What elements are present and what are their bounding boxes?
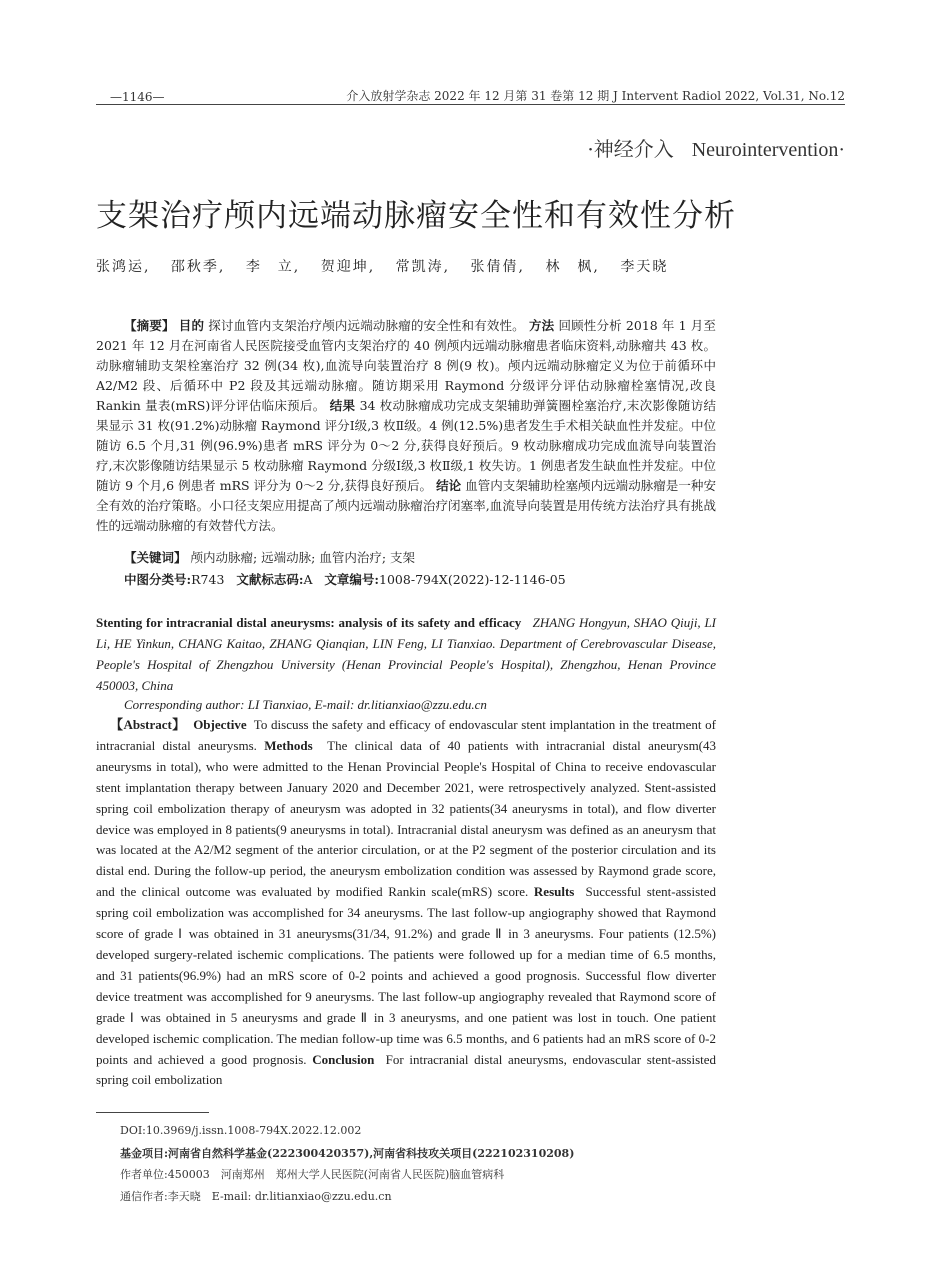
clc-value: R743 xyxy=(191,572,225,587)
footnote-affiliation: 作者单位:450003 河南郑州 郑州大学人民医院(河南省人民医院)脑血管病科 xyxy=(120,1168,505,1181)
objective-text-en: To discuss the safety and efficacy of endovascular stent implantation in the treatment of intracranial distal aneurysms. xyxy=(96,717,717,753)
english-abstract xyxy=(96,715,716,1091)
article-no-label: 文章编号: xyxy=(324,572,380,587)
conclusion-label: 结论 xyxy=(436,478,462,493)
chinese-abstract xyxy=(96,316,716,536)
keywords xyxy=(124,548,415,566)
methods-label: 方法 xyxy=(529,318,555,333)
section-label-en: Neurointervention· xyxy=(691,139,845,161)
page-number: —1146— xyxy=(110,90,165,104)
author: 张鸿运, xyxy=(96,259,151,275)
methods-text-en: The clinical data of 40 patients with intracranial distal aneurysm(43 aneurysms in total), who were admitted to the Henan Provincial People's Hospital of China to receive endovascular stent implantation therapy between January 2020 and December 2021, were retrospectively analyzed. Stent-assisted spring coil embolization therapy of aneurysm was adopted in 32 patients(34 aneurysms in total), and flow diverter device was employed in 8 patients(9 aneurysms in total). Intracranial distal aneurysm was defined as an aneurysm that was located at the A2/M2 segment of the anterior circulation, or at the P2 segment of the posterior circulation and its distal end. During the follow-up period, the aneurysm embolization condition was assessed by Raymond grade score, and the clinical outcome was evaluated by modified Rankin scale(mRS) score. xyxy=(96,737,717,900)
author: 林 枫, xyxy=(545,259,600,275)
results-text-en: Successful stent-assisted spring coil embolization was accomplished for 34 aneurysms. The last follow-up angiography showed that Raymond score of grade Ⅰ was obtained in 31 aneurysms(31/34, 91.2%) and grade Ⅱ in 3 aneurysms. Four patients (12.5%) developed surgery-related ischemic complications. The patients were followed up for a median time of 6.5 months, and 31 patients(96.9%) had an mRS score of 0-2 points and achieved a good prognosis. Successful flow diverter device treatment was accomplished for 9 aneurysms. The last follow-up angiography revealed that Raymond score of grade Ⅰ was obtained in 5 aneurysms and grade Ⅱ in 3 aneurysms, and one patient was lost in touch. One patient developed ischemic complication. The median follow-up time was 6.5 months, and 6 patients had an mRS score of 0-2 points and achieved a good prognosis. xyxy=(96,884,717,1067)
author: 邵秋季, xyxy=(170,259,226,275)
header-rule xyxy=(96,104,845,105)
classification xyxy=(124,570,566,588)
results-label: 结果 xyxy=(329,398,356,413)
doc-code-value: A xyxy=(303,572,313,587)
abstract-label: 【摘要】 xyxy=(124,318,175,333)
article-title: 支架治疗颅内远端动脉瘤安全性和有效性分析 xyxy=(96,198,736,234)
methods-label-en: Methods xyxy=(264,737,313,753)
footnote-doi: DOI:10.3969/j.issn.1008-794X.2022.12.002 xyxy=(120,1124,362,1137)
conclusion-label-en: Conclusion xyxy=(312,1051,375,1067)
author: 李天晓 xyxy=(620,259,669,275)
abstract-label-en: 【Abstract】 xyxy=(110,717,186,732)
conclusion-text-en: For intracranial distal aneurysms, endovascular stent-assisted spring coil embolization xyxy=(96,1051,717,1088)
footnote-fund: 基金项目:河南省自然科学基金(222300420357),河南省科技攻关项目(222102310208) xyxy=(120,1147,575,1160)
keywords-text: 颅内动脉瘤; 远端动脉; 血管内治疗; 支架 xyxy=(190,550,416,565)
author: 常凯涛, xyxy=(395,259,451,275)
clc-label: 中图分类号: xyxy=(124,572,192,587)
footnote-corresponding: 通信作者:李天晓 E-mail: dr.litianxiao@zzu.edu.cn xyxy=(120,1190,392,1203)
doc-code-label: 文献标志码: xyxy=(236,572,304,587)
footnote-rule xyxy=(96,1112,209,1113)
section-label xyxy=(587,133,845,162)
author: 李 立, xyxy=(245,259,301,275)
journal-header: 介入放射学杂志 2022 年 12 月第 31 卷第 12 期 J Intervent Radiol 2022, Vol.31, No.12 xyxy=(346,89,845,103)
english-authors-affiliation: ZHANG Hongyun, SHAO Qiuji, LI Li, HE Yinkun, CHANG Kaitao, ZHANG Qianqian, LIN Feng, LI Tianxiao. Department of Cerebrovascular Disease, People's Hospital of Zhengzhou University (Henan Provincial People's Hospital), Zhengzhou, Henan Province 450003, China xyxy=(96,615,717,693)
results-text: 34 枚动脉瘤成功完成支架辅助弹簧圈栓塞治疗,末次影像随访结果显示 31 枚(91.2%)动脉瘤 Raymond 评分Ⅰ级,3 枚Ⅱ级。4 例(12.5%)患者发生手术相关缺血性并发症。中位随访 6.5 个月,31 例(96.9%)患者 mRS 评分为 0～2 分,获得良好预后。9 枚动脉瘤成功完成血流导向装置治疗,末次影像随访结果显示 5 枚动脉瘤 Raymond 分级Ⅰ级,3 枚Ⅱ级,1 枚失访。1 例患者发生缺血性并发症。中位随访 9 个月,6 例患者 mRS 评分为 0～2 分,获得良好预后。 xyxy=(96,398,716,493)
objective-label: 目的 xyxy=(178,318,205,333)
section-label-cn: ·神经介入 xyxy=(587,137,674,161)
conclusion-text: 血管内支架辅助栓塞颅内远端动脉瘤是一种安全有效的治疗策略。小口径支架应用提高了颅内远端动脉瘤治疗闭塞率,血流导向装置是用传统方法治疗具有挑战性的远端动脉瘤的有效替代方法。 xyxy=(96,478,716,533)
english-title: Stenting for intracranial distal aneurysms: analysis of its safety and efficacy xyxy=(96,615,522,630)
author: 张倩倩, xyxy=(470,259,525,275)
objective-label-en: Objective xyxy=(193,717,247,732)
keywords-label: 【关键词】 xyxy=(124,550,187,565)
author-list xyxy=(96,256,682,276)
objective-text: 探讨血管内支架治疗颅内远端动脉瘤的安全性和有效性。 xyxy=(208,318,525,333)
corresponding-author: Corresponding author: LI Tianxiao, E-mail: dr.litianxiao@zzu.edu.cn xyxy=(124,697,487,712)
methods-text: 回顾性分析 2018 年 1 月至 2021 年 12 月在河南省人民医院接受血管内支架治疗的 40 例颅内远端动脉瘤患者临床资料,动脉瘤共 43 枚。动脉瘤辅助支架栓塞治疗 32 例(34 枚),血流导向装置治疗 8 例(9 枚)。颅内远端动脉瘤定义为位于前循环中 A2/M2 段、后循环中 P2 段及其远端动脉瘤。随访期采用 Raymond 分级评分评估动脉瘤栓塞情况,改良 Rankin 量表(mRS)评分评估临床预后。 xyxy=(96,318,716,413)
article-no-value: 1008-794X(2022)-12-1146-05 xyxy=(379,572,566,587)
english-title-block xyxy=(96,612,716,696)
results-label-en: Results xyxy=(533,884,575,900)
author: 贺迎坤, xyxy=(320,259,376,275)
